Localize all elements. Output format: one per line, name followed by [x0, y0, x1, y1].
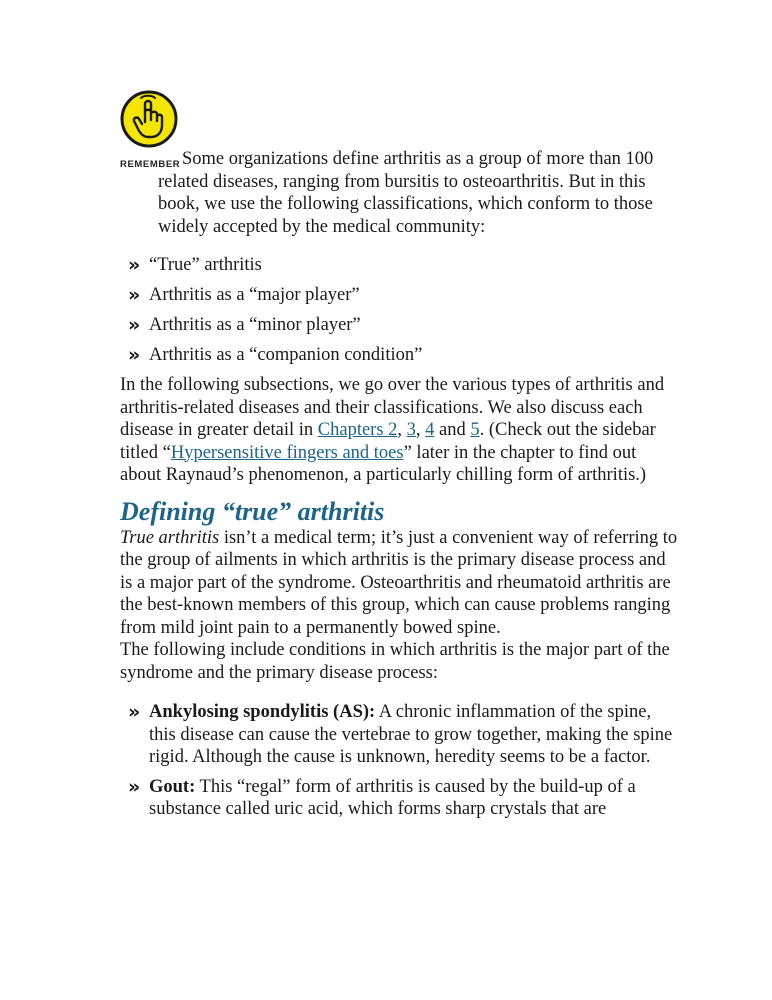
list-item: » Arthritis as a “major player” — [128, 284, 360, 306]
remember-label: REMEMBER — [120, 159, 181, 170]
chevron-bullet-icon: » — [128, 775, 141, 798]
chevron-bullet-icon: » — [128, 344, 141, 366]
chapter-3-link[interactable]: 3 — [406, 420, 416, 440]
remember-note — [120, 90, 680, 242]
pointing-finger-icon — [120, 90, 178, 148]
chevron-bullet-icon: » — [128, 254, 141, 276]
chapter-4-link[interactable]: 4 — [425, 420, 435, 440]
classification-list — [120, 254, 680, 367]
true-arthritis-paragraph: True arthritis isn’t a medical term; it’s just a convenient way of referring to the group of ailments in which arthritis is the primary disease process and is a major part of the syndrome. Osteoarthritis and rheumatoid arthritis are the best-known members of this group, which can cause problems ranging from mild joint pain to a permanently bowed spine. — [120, 527, 678, 638]
condition-term: Ankylosing spondylitis (AS): — [149, 702, 376, 722]
condition-term: Gout: — [149, 776, 196, 797]
document-page — [120, 90, 680, 828]
chevron-bullet-icon: » — [128, 284, 141, 306]
list-item: » Ankylosing spondylitis (AS): A chronic inflammation of the spine, this disease can cause the vertebrae to grow together, making the spine rigid. Although the cause is unknown, heredity seems to be a factor. — [128, 701, 673, 767]
remember-text: Some organizations define arthritis as a group of more than 100 related diseases, ranging from bursitis to osteoarthritis. But in this book, we use the following classifications, which conform to those widely accepted by the medical community: — [158, 149, 654, 237]
conditions-list — [120, 701, 680, 821]
section-heading: Defining “true” arthritis — [120, 496, 385, 526]
chevron-bullet-icon: » — [128, 701, 141, 723]
conditions-intro-paragraph: The following include conditions in which arthritis is the major part of the syndrome and the primary disease process: — [120, 640, 670, 683]
list-item: » Arthritis as a “minor player” — [128, 314, 361, 336]
list-item: » Arthritis as a “companion condition” — [128, 344, 423, 366]
chapter-5-link[interactable]: 5 — [470, 420, 480, 440]
chevron-bullet-icon: » — [128, 314, 141, 336]
chapter-2-link[interactable]: Chapters 2 — [317, 420, 398, 440]
intro-paragraph: In the following subsections, we go over the various types of arthritis and arthritis-related diseases and their classifications. We also discuss each disease in greater detail in Chapters 2, 3, 4 and 5. (Check out the sidebar titled “Hypersensitive fingers and toes” later in the chapter to find out about Raynaud’s phenomenon, a particularly chilling form of arthritis.) — [120, 375, 665, 485]
sidebar-link[interactable]: Hypersensitive fingers and toes — [170, 442, 404, 463]
list-item: » “True” arthritis — [128, 254, 262, 276]
list-item: » Gout: This “regal” form of arthritis is caused by the build-up of a substance called uric acid, which forms sharp crystals that are — [128, 775, 636, 819]
